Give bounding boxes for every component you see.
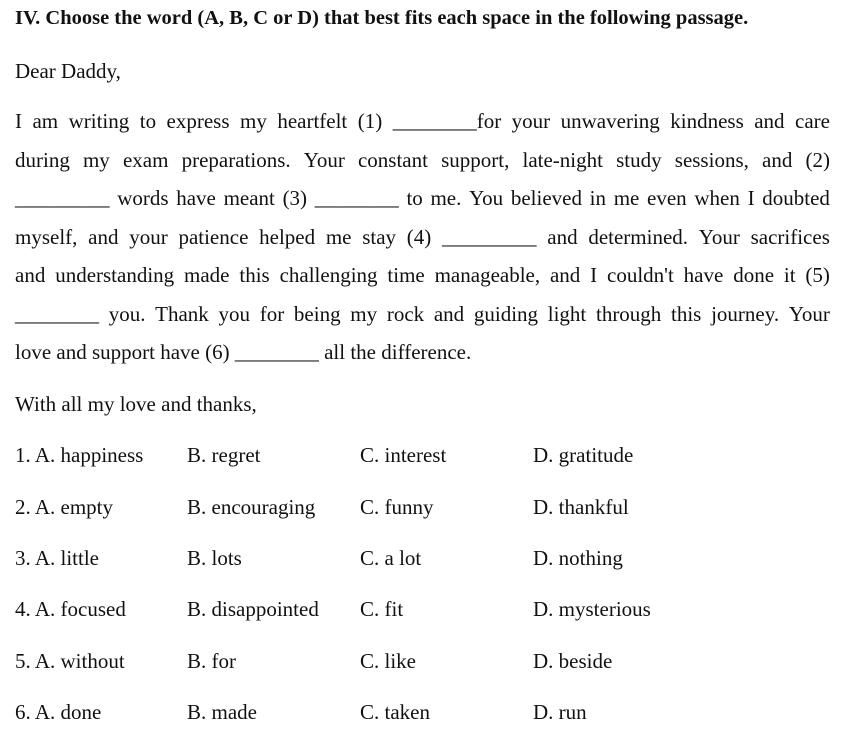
passage-word: express xyxy=(166,109,230,133)
passage-word: stay xyxy=(362,225,397,249)
passage-word: and xyxy=(88,225,119,249)
option-d: D. nothing xyxy=(533,546,623,570)
passage-word: for xyxy=(259,302,285,326)
option-c: C. taken xyxy=(360,700,430,724)
passage-word: helped xyxy=(259,225,316,249)
passage-word: manageable, xyxy=(434,263,541,287)
option-c: C. like xyxy=(360,649,416,673)
passage-word: to xyxy=(139,109,157,133)
question-row xyxy=(15,597,835,625)
passage-word: sessions, xyxy=(674,148,749,172)
option-d: D. thankful xyxy=(533,495,629,519)
option-c: C. interest xyxy=(360,443,447,467)
passage-word: and xyxy=(547,225,578,249)
passage-word: _________ xyxy=(442,225,537,249)
passage-word: it xyxy=(783,263,796,287)
passage-word: Your xyxy=(698,225,740,249)
passage-line xyxy=(15,302,830,327)
passage-word: made xyxy=(184,263,230,287)
passage-word: couldn't xyxy=(607,263,674,287)
passage-word: in xyxy=(589,186,606,210)
passage-line xyxy=(15,225,830,250)
passage-word: light xyxy=(547,302,587,326)
passage-word: support, xyxy=(441,148,510,172)
question-row xyxy=(15,700,835,728)
passage-word: determined. xyxy=(588,225,689,249)
option-a: 6. A. done xyxy=(15,700,102,724)
option-c: C. fit xyxy=(360,597,404,621)
question-row xyxy=(15,649,835,677)
passage-word: I xyxy=(15,109,22,133)
passage-word: (4) xyxy=(406,225,432,249)
passage-word: writing xyxy=(68,109,130,133)
exercise-heading: IV. Choose the word (A, B, C or D) that best fits each space in the following passage. xyxy=(15,7,749,29)
passage-word: kindness xyxy=(670,109,744,133)
passage-word: you xyxy=(218,302,251,326)
passage-word: ________ xyxy=(15,302,99,326)
passage-word: study xyxy=(616,148,662,172)
passage-word: believed xyxy=(510,186,582,210)
passage-word: myself, xyxy=(15,225,78,249)
option-b: B. made xyxy=(187,700,257,724)
passage-word: Your xyxy=(303,148,345,172)
passage-word: me. xyxy=(430,186,462,210)
passage-word: your xyxy=(129,225,168,249)
passage-word: time xyxy=(387,263,425,287)
option-d: D. mysterious xyxy=(533,597,651,621)
option-b: B. encouraging xyxy=(187,495,316,519)
option-a: 5. A. without xyxy=(15,649,125,673)
passage-word: and xyxy=(433,302,465,326)
passage-word: and xyxy=(549,263,581,287)
passage-word: preparations. xyxy=(181,148,291,172)
passage-word: care xyxy=(795,109,830,133)
passage-word: this xyxy=(239,263,270,287)
option-b: B. regret xyxy=(187,443,261,467)
passage-word: and xyxy=(15,263,46,287)
option-b: B. lots xyxy=(187,546,242,570)
passage-line xyxy=(15,148,830,173)
passage-word: journey. xyxy=(711,302,780,326)
passage-word: ________for xyxy=(392,109,502,133)
passage-word: have xyxy=(176,186,216,210)
salutation: Dear Daddy, xyxy=(15,59,121,83)
passage-word: challenging xyxy=(279,263,378,287)
passage-word: my xyxy=(82,148,110,172)
question-row xyxy=(15,443,835,471)
passage-word: words xyxy=(117,186,169,210)
passage-word: sacrifices xyxy=(750,225,830,249)
passage-word: and xyxy=(762,148,793,172)
passage-word: You xyxy=(469,186,504,210)
passage-word: understanding xyxy=(55,263,175,287)
passage-word: during xyxy=(15,148,70,172)
passage-word: patience xyxy=(178,225,249,249)
passage-word: rock xyxy=(386,302,425,326)
passage-word: Your xyxy=(788,302,830,326)
passage-word: and xyxy=(754,109,785,133)
option-b: B. for xyxy=(187,649,236,673)
passage-word: this xyxy=(671,302,702,326)
passage-word: exam xyxy=(122,148,169,172)
passage-word: meant xyxy=(223,186,275,210)
passage-word: (5) xyxy=(805,263,830,287)
option-d: D. beside xyxy=(533,649,613,673)
passage-word: unwavering xyxy=(560,109,660,133)
option-a: 3. A. little xyxy=(15,546,99,570)
passage-word: late-night xyxy=(522,148,603,172)
passage-word: to xyxy=(406,186,423,210)
option-a: 2. A. empty xyxy=(15,495,113,519)
passage-word: through xyxy=(595,302,662,326)
passage-word: constant xyxy=(357,148,428,172)
option-a: 4. A. focused xyxy=(15,597,126,621)
option-d: D. run xyxy=(533,700,587,724)
passage-line xyxy=(15,186,830,211)
passage-word: me xyxy=(325,225,352,249)
passage-word: even xyxy=(647,186,687,210)
passage-word: when xyxy=(694,186,740,210)
passage-word: done xyxy=(733,263,775,287)
passage-word: heartfelt xyxy=(277,109,348,133)
passage-word: _________ xyxy=(15,186,110,210)
passage-word: (2) xyxy=(805,148,830,172)
passage-word: my xyxy=(240,109,267,133)
passage-word: guiding xyxy=(473,302,539,326)
passage-word: I xyxy=(590,263,598,287)
passage-word: my xyxy=(350,302,378,326)
passage-word: you. xyxy=(108,302,146,326)
passage-word: have xyxy=(683,263,724,287)
passage-word: me xyxy=(613,186,640,210)
passage-word: I xyxy=(747,186,755,210)
option-d: D. gratitude xyxy=(533,443,634,467)
option-c: C. a lot xyxy=(360,546,422,570)
passage-word: am xyxy=(32,109,59,133)
signoff: With all my love and thanks, xyxy=(15,392,257,416)
question-row xyxy=(15,546,835,574)
passage-word: (1) xyxy=(357,109,383,133)
passage-word: love and support have (6) ________ all the difference. xyxy=(15,340,472,364)
passage-word: doubted xyxy=(762,186,830,210)
option-b: B. disappointed xyxy=(187,597,319,621)
passage-word: (3) xyxy=(282,186,308,210)
passage-word: Thank xyxy=(155,302,209,326)
option-c: C. funny xyxy=(360,495,434,519)
option-a: 1. A. happiness xyxy=(15,443,144,467)
question-row xyxy=(15,495,835,523)
passage-word: your xyxy=(511,109,551,133)
passage-line xyxy=(15,263,830,288)
passage-line xyxy=(15,109,830,134)
passage-word: ________ xyxy=(314,186,399,210)
passage-word: being xyxy=(293,302,341,326)
passage-line xyxy=(15,340,830,365)
